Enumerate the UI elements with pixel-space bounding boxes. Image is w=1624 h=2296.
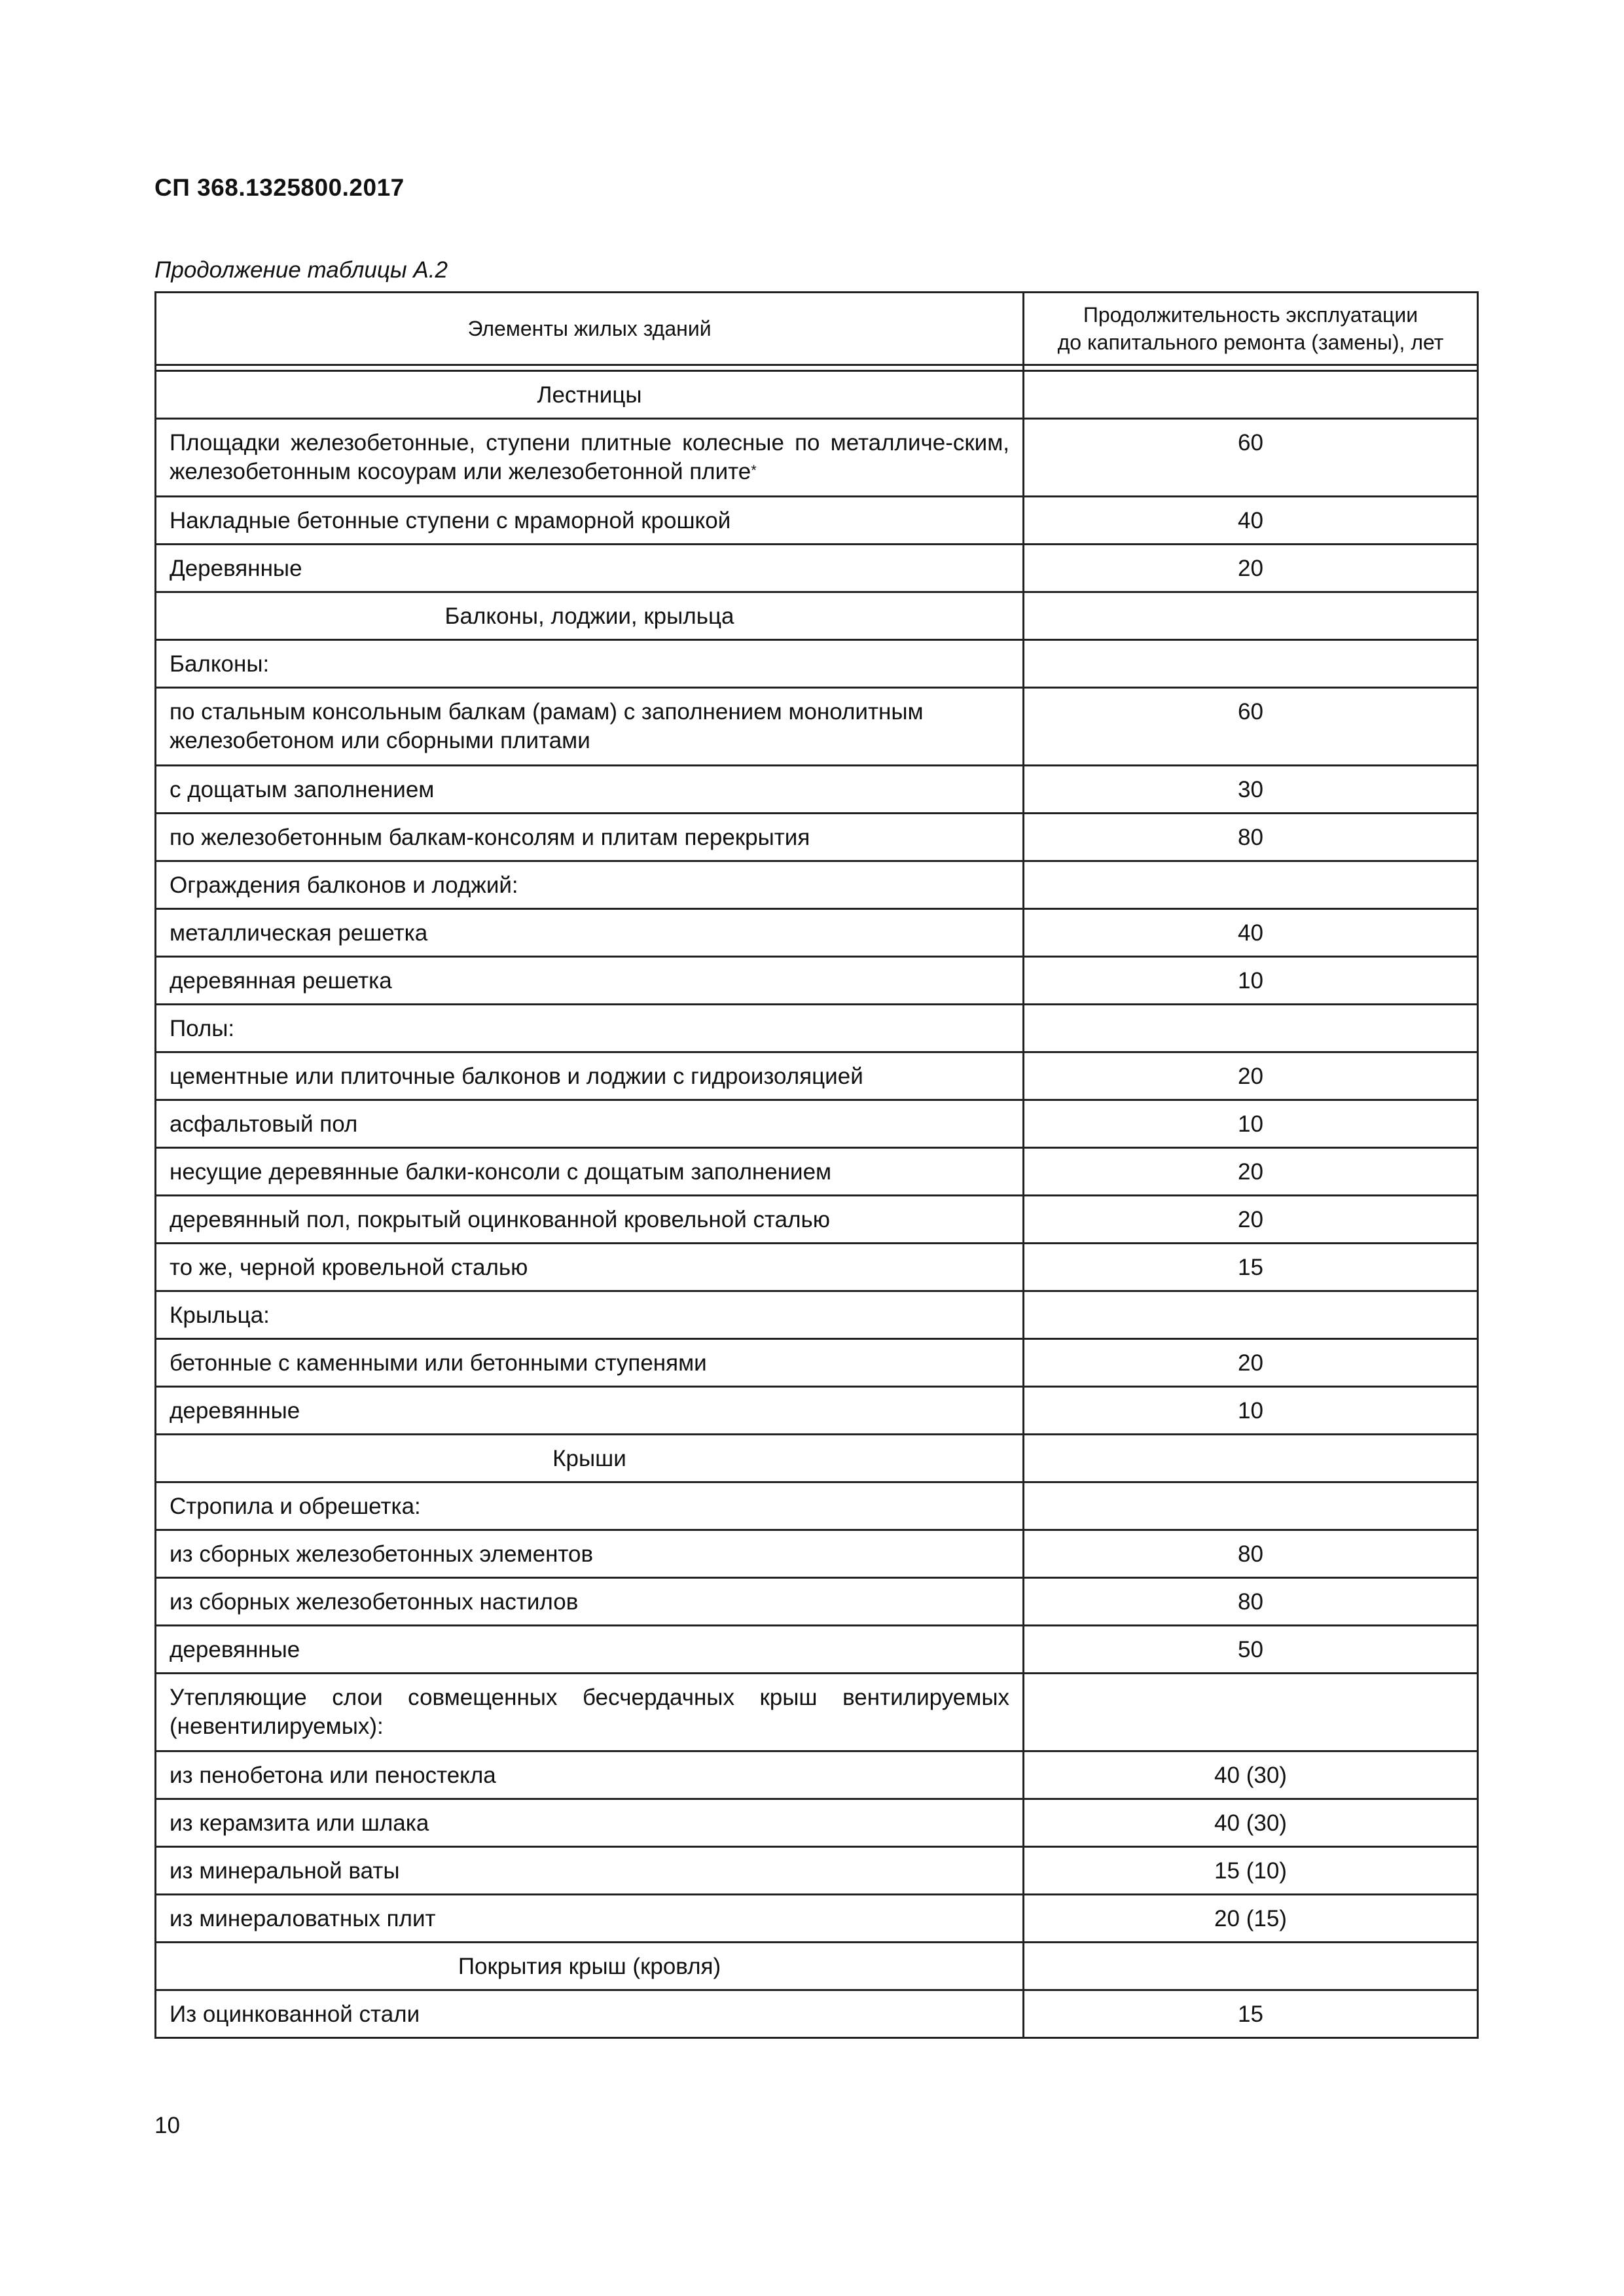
table-row — [156, 1626, 1478, 1674]
group-label: Балконы: — [156, 640, 1024, 688]
table-row — [156, 1052, 1478, 1100]
row-label: цементные или плиточные балконов и лоджии с гидроизоляцией — [156, 1052, 1024, 1100]
row-label: по стальным консольным балкам (рамам) с заполнением монолитным железобетоном или сборными плитами — [156, 688, 1024, 766]
group-row — [156, 861, 1478, 909]
row-label: Из оцинкованной стали — [156, 1990, 1024, 2038]
section-title: Балконы, лоджии, крыльца — [156, 592, 1024, 640]
table-row — [156, 419, 1478, 497]
table-row — [156, 1196, 1478, 1244]
row-value — [1024, 640, 1478, 688]
table-row — [156, 1990, 1478, 2038]
table-row — [156, 1148, 1478, 1196]
section-title: Покрытия крыш (кровля) — [156, 1943, 1024, 1990]
page-number: 10 — [154, 2113, 180, 2138]
column-header-elements: Элементы жилых зданий — [156, 293, 1024, 365]
table-row — [156, 766, 1478, 814]
row-value — [1024, 1435, 1478, 1482]
row-label: металлическая решетка — [156, 909, 1024, 957]
row-value: 40 (30) — [1024, 1751, 1478, 1799]
section-row — [156, 592, 1478, 640]
row-label: бетонные с каменными или бетонными ступенями — [156, 1339, 1024, 1387]
group-row — [156, 1005, 1478, 1052]
table-row — [156, 1339, 1478, 1387]
header-double-rule — [156, 365, 1478, 371]
row-value — [1024, 592, 1478, 640]
row-value: 20 — [1024, 1052, 1478, 1100]
row-value: 40 — [1024, 909, 1478, 957]
table-row — [156, 814, 1478, 861]
row-label: по железобетонным балкам-консолям и плитам перекрытия — [156, 814, 1024, 861]
column-header-duration — [1024, 293, 1478, 365]
table-header-row — [156, 293, 1478, 365]
table-row — [156, 497, 1478, 545]
row-label: несущие деревянные балки-консоли с дощатым заполнением — [156, 1148, 1024, 1196]
table-row — [156, 909, 1478, 957]
row-value: 20 (15) — [1024, 1895, 1478, 1943]
row-value — [1024, 1482, 1478, 1530]
row-label: из минераловатных плит — [156, 1895, 1024, 1943]
row-value: 10 — [1024, 957, 1478, 1005]
row-value — [1024, 1005, 1478, 1052]
row-label: асфальтовый пол — [156, 1100, 1024, 1148]
table-row — [156, 1895, 1478, 1943]
row-label: деревянные — [156, 1387, 1024, 1435]
group-label: Ограждения балконов и лоджий: — [156, 861, 1024, 909]
row-value: 10 — [1024, 1387, 1478, 1435]
row-value — [1024, 371, 1478, 419]
column-header-duration-line2: до капитального ремонта (замены), лет — [1057, 331, 1444, 354]
table-row — [156, 1751, 1478, 1799]
row-value: 60 — [1024, 419, 1478, 497]
group-row — [156, 1291, 1478, 1339]
row-label: из сборных железобетонных настилов — [156, 1578, 1024, 1626]
group-label: Крыльца: — [156, 1291, 1024, 1339]
section-row — [156, 371, 1478, 419]
service-life-table — [154, 291, 1479, 2039]
row-value — [1024, 1943, 1478, 1990]
table-row — [156, 1244, 1478, 1291]
row-value: 40 (30) — [1024, 1799, 1478, 1847]
row-value — [1024, 861, 1478, 909]
row-label: с дощатым заполнением — [156, 766, 1024, 814]
row-label: из керамзита или шлака — [156, 1799, 1024, 1847]
row-label: деревянный пол, покрытый оцинкованной кровельной сталью — [156, 1196, 1024, 1244]
table-row — [156, 1847, 1478, 1895]
row-value — [1024, 1291, 1478, 1339]
row-label: Деревянные — [156, 545, 1024, 592]
document-code: СП 368.1325800.2017 — [154, 174, 405, 201]
row-label: деревянные — [156, 1626, 1024, 1674]
row-value: 20 — [1024, 1148, 1478, 1196]
group-label: Полы: — [156, 1005, 1024, 1052]
footnote-mark: * — [751, 462, 757, 478]
section-title: Лестницы — [156, 371, 1024, 419]
group-row — [156, 640, 1478, 688]
row-label: из пенобетона или пеностекла — [156, 1751, 1024, 1799]
section-row — [156, 1943, 1478, 1990]
section-title: Крыши — [156, 1435, 1024, 1482]
row-value: 50 — [1024, 1626, 1478, 1674]
row-label: Накладные бетонные ступени с мраморной крошкой — [156, 497, 1024, 545]
table-row — [156, 545, 1478, 592]
table-row — [156, 1799, 1478, 1847]
row-value: 80 — [1024, 1530, 1478, 1578]
group-row — [156, 1674, 1478, 1751]
row-value: 60 — [1024, 688, 1478, 766]
row-value: 80 — [1024, 1578, 1478, 1626]
table-row — [156, 1530, 1478, 1578]
row-label: деревянная решетка — [156, 957, 1024, 1005]
group-label: Утепляющие слои совмещенных бесчердачных крыш вентилируемых (невентилируемых): — [156, 1674, 1024, 1751]
column-header-duration-line1: Продолжительность эксплуатации — [1083, 303, 1418, 327]
group-row — [156, 1482, 1478, 1530]
row-label: то же, черной кровельной сталью — [156, 1244, 1024, 1291]
row-label: Площадки железобетонные, ступени плитные колесные по металличе-ским, железобетонным косоурам или железобетонной плите* — [156, 419, 1024, 497]
row-value: 30 — [1024, 766, 1478, 814]
row-label: из минеральной ваты — [156, 1847, 1024, 1895]
table-caption: Продолжение таблицы А.2 — [154, 257, 448, 283]
table-row — [156, 957, 1478, 1005]
group-label: Стропила и обрешетка: — [156, 1482, 1024, 1530]
table-row — [156, 688, 1478, 766]
table-row — [156, 1578, 1478, 1626]
row-value: 15 — [1024, 1990, 1478, 2038]
row-value: 20 — [1024, 1339, 1478, 1387]
row-value: 40 — [1024, 497, 1478, 545]
row-value — [1024, 1674, 1478, 1751]
table-row — [156, 1387, 1478, 1435]
row-value: 20 — [1024, 1196, 1478, 1244]
row-value: 15 — [1024, 1244, 1478, 1291]
row-value: 80 — [1024, 814, 1478, 861]
row-label: из сборных железобетонных элементов — [156, 1530, 1024, 1578]
row-value: 20 — [1024, 545, 1478, 592]
row-value: 15 (10) — [1024, 1847, 1478, 1895]
row-value: 10 — [1024, 1100, 1478, 1148]
table-row — [156, 1100, 1478, 1148]
section-row — [156, 1435, 1478, 1482]
